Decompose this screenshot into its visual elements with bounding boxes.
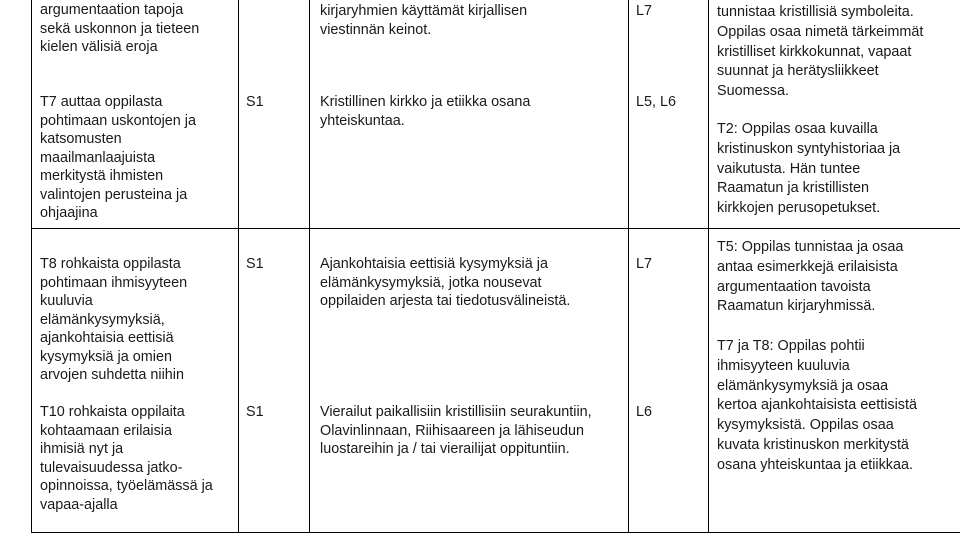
area-cell: S1 [246,256,264,272]
criteria-cell: tunnistaa kristillisiä symboleita. Oppilas osaa nimetä tärkeimmät kristilliset kirkkokunnat, vapaat suunnat ja herätysliikkeet Suomessa. [717,4,924,100]
content-cell: Ajankohtaisia eettisiä kysymyksiä ja elämänkysymyksiä, jotka nousevat oppilaiden arjesta tai tiedotusvälineistä. [320,256,571,309]
code-cell: L7 [636,3,653,19]
goal-cell: T7 auttaa oppilasta pohtimaan uskontojen ja katsomusten maailmanlaajuista merkitystä ihmisten valintojen perusteina ja ohjaajina [40,94,197,221]
column-divider [238,0,239,533]
area-cell: S1 [246,404,264,420]
row-divider [31,228,960,229]
content-cell: Kristillinen kirkko ja etiikka osana yhteiskuntaa. [320,94,531,129]
goal-cell: T8 rohkaista oppilasta pohtimaan ihmisyyteen kuuluvia elämänkysymyksiä, ajankohtaisia eettisiä kysymyksiä ja omien arvojen suhdetta niihin [40,256,188,383]
content-cell: kirjaryhmien käyttämät kirjallisen viestinnän keinot. [320,3,528,38]
column-divider [708,0,709,533]
criteria-cell: T5: Oppilas tunnistaa ja osaa antaa esimerkkejä erilaisista argumentaation tavoista Raamatun kirjaryhmissä. T7 ja T8: Oppilas pohtii ihmisyyteen kuuluvia elämänkysymyksiä ja osaa kertoa ajankohtaisista eettisistä kysymyksistä. Oppilas osaa kuvata kristinuskon merkitystä osana yhteiskuntaa ja etiikkaa. [717,239,917,473]
table-bottom-border [31,532,960,533]
column-divider [31,0,32,533]
code-cell: L7 [636,256,653,272]
goal-cell: argumentaation tapoja sekä uskonnon ja tieteen kielen välisiä eroja [40,2,200,55]
criteria-cell: T2: Oppilas osaa kuvailla kristinuskon syntyhistoriaa ja vaikutusta. Hän tuntee Raamatun ja kristillisten kirkkojen perusopetukset. [717,121,901,217]
content-cell: Vierailut paikallisiin kristillisiin seurakuntiin, Olavinlinnaan, Riihisaareen ja lähiseudun luostareihin ja / tai vierailijat oppituntiin. [320,404,592,457]
column-divider [309,0,310,533]
goal-cell: T10 rohkaista oppilaita kohtaamaan erilaisia ihmisiä nyt ja tulevaisuudessa jatko- opinnoissa, työelämässä ja vapaa-ajalla [40,404,213,513]
column-divider [628,0,629,533]
code-cell: L6 [636,404,653,420]
area-cell: S1 [246,94,264,110]
code-cell: L5, L6 [636,94,677,110]
